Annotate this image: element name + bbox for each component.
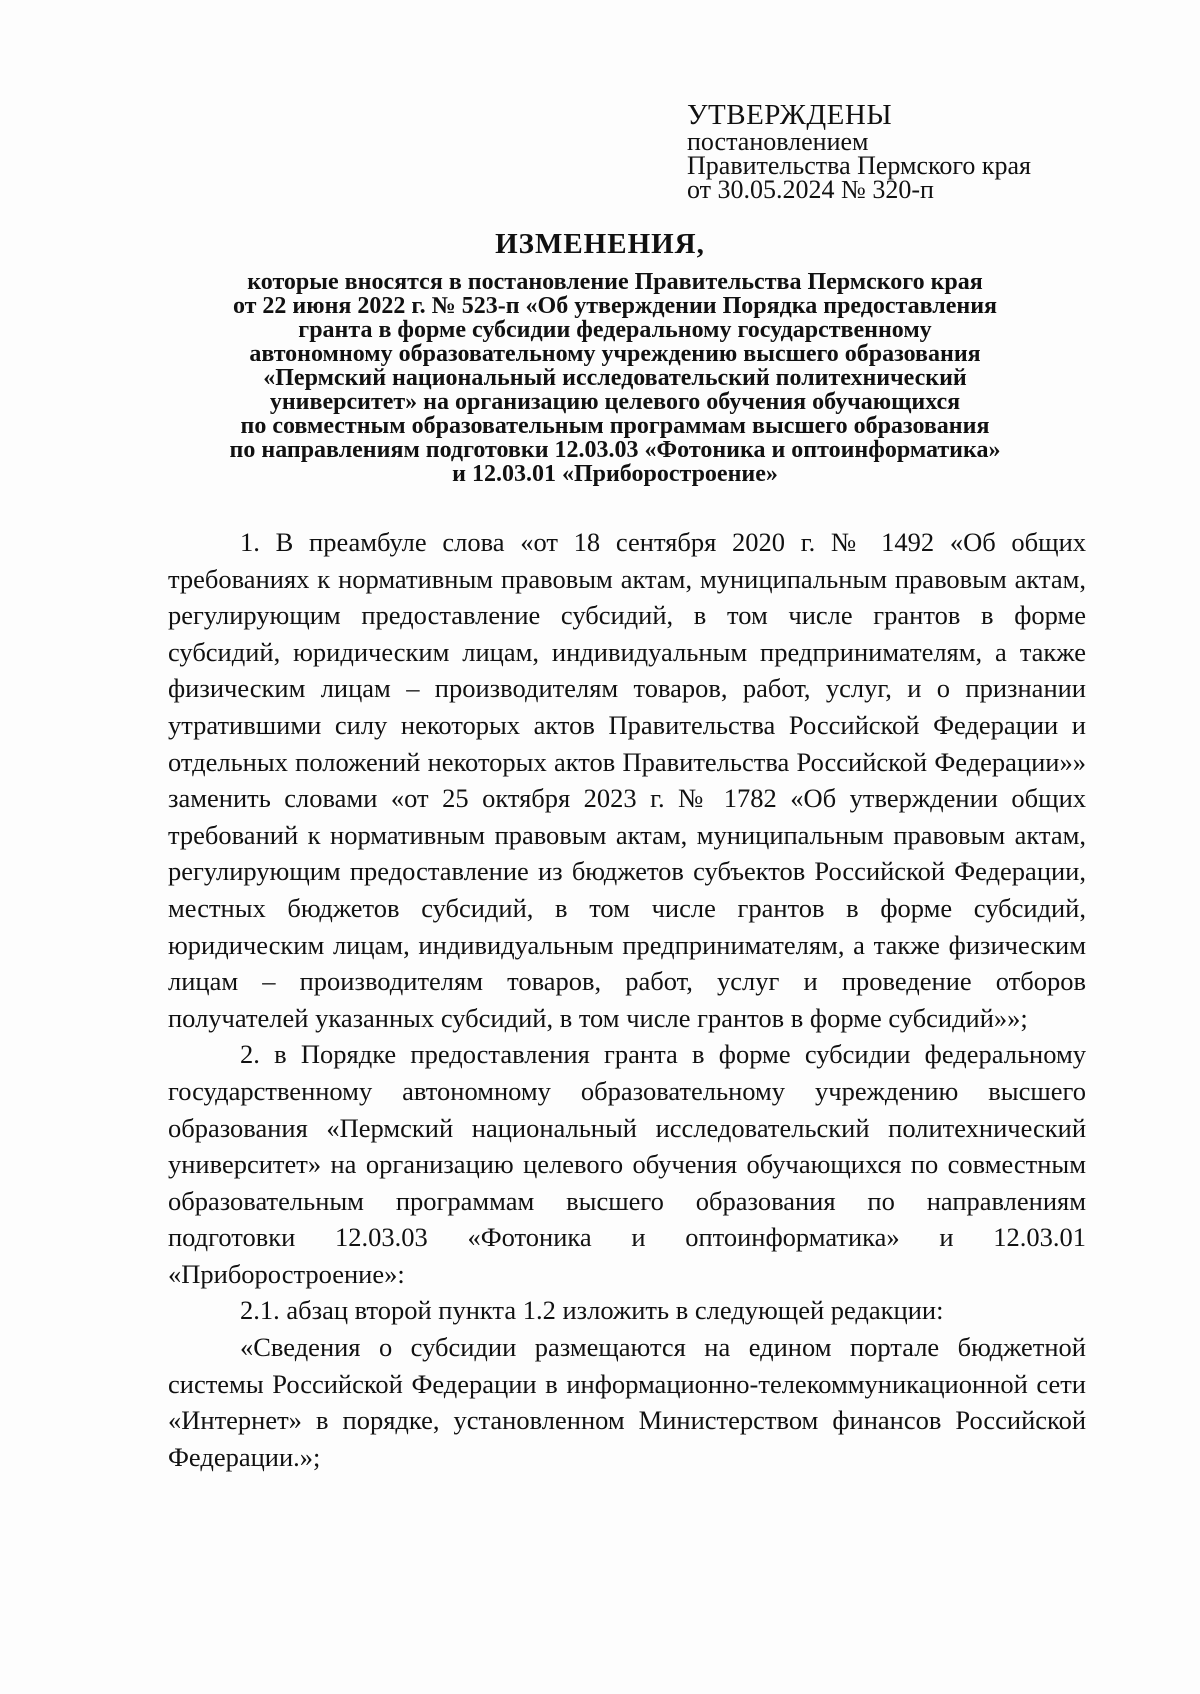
subtitle-line: которые вносятся в постановление Правительства Пермского края <box>247 269 983 295</box>
paragraph-procedure: 2. в Порядке предоставления гранта в форме субсидии федеральному государственному автономному образовательному учреждению высшего образования «Пермский национальный исследовательский политехнический университет» на организацию целевого обучения обучающихся по совместным образовательным программам высшего образования по направлениям подготовки 12.03.03 «Фотоника и оптоинформатика» и 12.03.01 «Приборостроение»: <box>168 1039 1086 1289</box>
subtitle-line: гранта в форме субсидии федеральному государственному <box>298 317 932 343</box>
paragraph-quote: «Сведения о субсидии размещаются на едином портале бюджетной системы Российской Федерации в информационно-телекоммуникационной сети «Интернет» в порядке, установленном Министерством финансов Российской Федерации.»; <box>168 1332 1086 1472</box>
paragraph-2-1: 2.1. абзац второй пункта 1.2 изложить в следующей редакции: <box>240 1295 944 1326</box>
approval-title: УТВЕРЖДЕНЫ <box>687 99 893 131</box>
subtitle-line: от 22 июня 2022 г. № 523-п «Об утверждении Порядка предоставления <box>232 293 998 319</box>
subtitle-line: автономному образовательному учреждению высшего образования <box>249 341 981 367</box>
document-subtitle <box>150 270 1080 486</box>
subtitle-line: по направлениям подготовки 12.03.03 «Фотоника и оптоинформатика» <box>229 437 1001 463</box>
subtitle-line: и 12.03.01 «Приборостроение» <box>452 461 778 487</box>
approval-line-2: Правительства Пермского края <box>687 151 1031 180</box>
document-body <box>168 524 1086 1475</box>
subtitle-line: «Пермский национальный исследовательский политехнический <box>263 365 967 391</box>
subtitle-line: университет» на организацию целевого обучения обучающихся <box>269 389 961 415</box>
approval-stamp <box>687 100 1147 202</box>
approval-line-3: от 30.05.2024 № 320-п <box>687 175 934 204</box>
subtitle-line: по совместным образовательным программам высшего образования <box>240 413 990 439</box>
paragraph-preamble: 1. В преамбуле слова «от 18 сентября 2020 г. № 1492 «Об общих требованиях к нормативным правовым актам, муниципальным правовым актам, регулирующим предоставление субсидий, в том числе грантов в форме субсидий, юридическим лицам, индивидуальным предпринимателям, а также физическим лицам – производителям товаров, работ, услуг, и о признании утратившими силу некоторых актов Правительства Российской Федерации и отдельных положений некоторых актов Правительства Российской Федерации»» заменить словами «от 25 октября 2023 г. № 1782 «Об утверждении общих требований к нормативным правовым актам, муниципальным правовым актам, регулирующим предоставление из бюджетов субъектов Российской Федерации, местных бюджетов субсидий, в том числе грантов в форме субсидий, юридическим лицам, индивидуальным предпринимателям, а также физическим лицам – производителям товаров, работ, услуг и проведение отборов получателей указанных субсидий, в том числе грантов в форме субсидий»»; <box>168 527 1086 1033</box>
document-title: ИЗМЕНЕНИЯ, <box>495 228 705 260</box>
approval-line-1: постановлением <box>687 127 869 156</box>
